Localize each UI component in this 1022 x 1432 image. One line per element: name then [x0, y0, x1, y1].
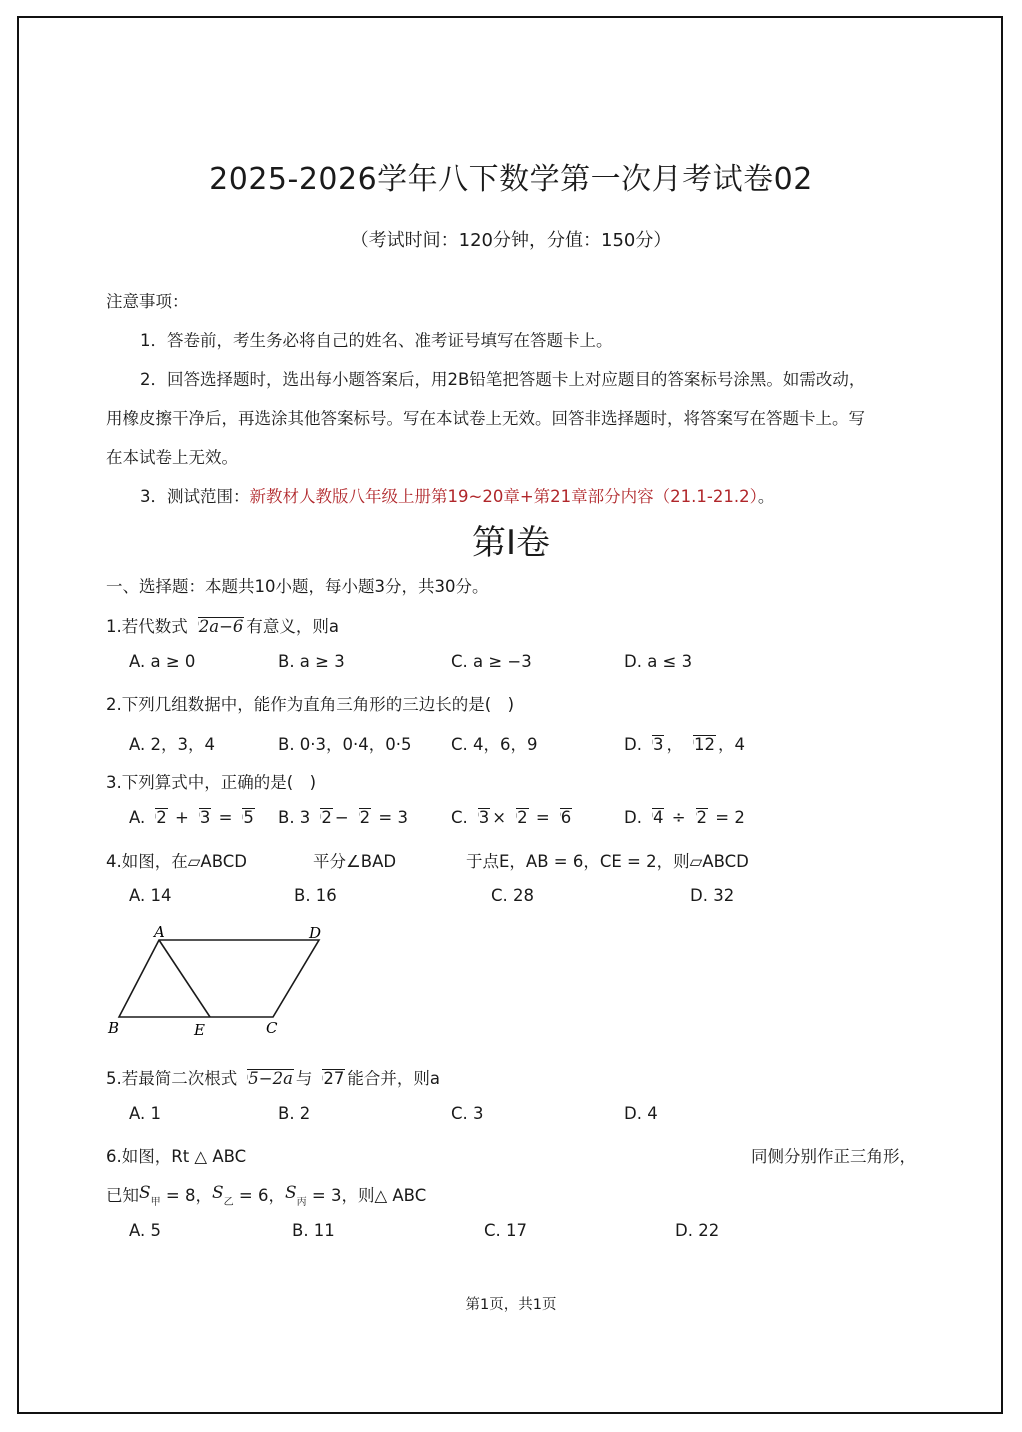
vertex-label-a: A: [154, 923, 165, 941]
q3-c-r2: 2: [517, 808, 528, 827]
q2-d-sep: ，: [666, 735, 683, 754]
note-item-1: 1．答卷前，考生务必将自己的姓名、准考证号填写在答题卡上。: [140, 331, 613, 350]
s-subscript-yi: 乙: [223, 1197, 234, 1208]
question-6-stem-part-1: 6.如图，Rt △ ABC: [106, 1147, 247, 1166]
q3-a-r3: 5: [243, 808, 254, 827]
sqrt-symbol: [643, 808, 665, 828]
q3-b-label: B. 3: [278, 808, 311, 827]
s-symbol: S: [139, 1183, 151, 1203]
question-4-stem-part-2: 平分∠BAD: [313, 852, 397, 871]
q3-b-eq: = 3: [378, 808, 408, 827]
q2-option-d: [624, 731, 745, 755]
parallelogram-abcd: [119, 940, 319, 1017]
q2-d-radicand-1: 3: [652, 735, 664, 754]
question-4-stem-part-3: 于点E，AB = 6，CE = 2，则▱ABCD: [466, 852, 749, 871]
q3-d-label: D.: [624, 808, 642, 827]
question-5-stem: [106, 1065, 440, 1089]
notes-heading: 注意事项：: [106, 292, 189, 311]
question-6-line-2: [106, 1182, 426, 1208]
note-item-3-prefix: 3．测试范围：: [140, 487, 250, 506]
note-item-2-line-1: 2．回答选择题时，选出每小题答案后，用2B铅笔把答题卡上对应题目的答案标号涂黑。如需改动，: [140, 370, 866, 389]
vertex-label-b: B: [108, 1019, 120, 1037]
q2-option-a: A. 2，3，4: [129, 735, 215, 754]
q1-prefix: 1.若代数式: [106, 617, 188, 636]
q3-d-op: ÷: [671, 808, 686, 827]
q3-c-r1: 3: [478, 808, 490, 827]
page-footer: 第1页，共1页: [465, 1297, 557, 1313]
q1-radicand: 2a−6: [198, 617, 244, 636]
q5-radicand-1: 5−2a: [248, 1069, 293, 1088]
q6-option-d: D. 22: [675, 1221, 720, 1240]
s-symbol: S: [211, 1183, 224, 1203]
q2-d-tail: ，4: [717, 735, 745, 754]
q2-option-b: B. 0·3，0·4，0·5: [278, 735, 412, 754]
sqrt-symbol: [350, 808, 372, 828]
q2-d-radicand-2: 12: [693, 735, 715, 754]
s-symbol: S: [284, 1183, 297, 1203]
q5-radicand-2: 27: [323, 1069, 345, 1088]
vertex-label-c: C: [266, 1019, 278, 1037]
q6-option-b: B. 11: [292, 1221, 335, 1240]
note-item-2-line-3: 在本试卷上无效。: [106, 448, 238, 467]
q3-a-eq: =: [218, 808, 233, 827]
question-4-stem-part-1: 4.如图，在▱ABCD: [106, 852, 247, 871]
note-item-3: [140, 483, 774, 507]
q5-mid: 与: [295, 1069, 313, 1088]
q2-option-c: C. 4，6，9: [451, 735, 538, 754]
q3-a-r2: 3: [199, 808, 211, 827]
point-label-e: E: [194, 1021, 205, 1039]
sqrt-symbol: [687, 808, 709, 828]
q1-option-a: A. a ≥ 0: [129, 652, 196, 671]
q6-value-1: = 8，: [165, 1186, 212, 1205]
q3-c-r3: 6: [560, 808, 572, 827]
q5-option-c: C. 3: [451, 1104, 484, 1123]
note-item-2-line-2: 用橡皮擦干净后，再选涂其他答案标号。写在本试卷上无效。回答非选择题时，将答案写在答题卡上。写: [106, 409, 865, 428]
exam-title: 2025-2026学年八下数学第一次月考试卷02: [209, 162, 813, 197]
q3-d-r2: 2: [696, 808, 708, 827]
q3-c-eq: =: [535, 808, 550, 827]
sqrt-symbol: [507, 808, 529, 828]
q3-a-label: A.: [129, 808, 146, 827]
test-scope: 新教材人教版八年级上册第19~20章+第21章部分内容（21.1-21.2）: [249, 487, 758, 506]
q3-c-op: ×: [492, 808, 507, 827]
sqrt-symbol: [146, 808, 168, 828]
sqrt-symbol: [233, 808, 255, 828]
volume-title: 第Ⅰ卷: [471, 523, 551, 563]
question-3-stem: 3.下列算式中，正确的是( ): [106, 773, 317, 792]
question-1-stem: [106, 613, 339, 637]
q5-option-d: D. 4: [624, 1104, 658, 1123]
parallelogram-figure: [100, 918, 340, 1043]
q6-option-c: C. 17: [484, 1221, 528, 1240]
question-6-stem-part-2: 同侧分别作正三角形，: [751, 1147, 916, 1166]
q3-b-r2: 2: [359, 808, 371, 827]
q3-option-c: [451, 808, 574, 828]
q1-option-d: D. a ≤ 3: [624, 652, 693, 671]
q5-prefix: 5.若最简二次根式: [106, 1069, 238, 1088]
sqrt-symbol: [311, 808, 333, 828]
sqrt-symbol: [469, 808, 491, 828]
q3-b-op: −: [334, 808, 349, 827]
q4-option-c: C. 28: [491, 886, 535, 905]
q6-value-3: = 3，则△ ABC: [311, 1186, 427, 1205]
q1-suffix: 有意义，则a: [246, 617, 340, 636]
q6-option-a: A. 5: [129, 1221, 161, 1240]
sqrt-symbol: [643, 735, 665, 755]
note-item-3-suffix: 。: [757, 487, 775, 506]
exam-subtitle: （考试时间：120分钟，分值：150分）: [350, 230, 672, 251]
q2-d-label: D.: [624, 735, 642, 754]
q1-option-c: C. a ≥ −3: [451, 652, 532, 671]
q3-option-b: [278, 808, 408, 828]
sqrt-symbol: [190, 808, 212, 828]
sqrt-symbol: [684, 735, 716, 755]
bisector-ae: [159, 940, 210, 1017]
q3-d-r1: 4: [652, 808, 664, 827]
q3-option-a: [129, 808, 257, 828]
section-1-heading: 一、选择题：本题共10小题，每小题3分，共30分。: [106, 577, 489, 596]
q1-option-b: B. a ≥ 3: [278, 652, 345, 671]
sqrt-symbol: [238, 1069, 294, 1089]
q4-option-d: D. 32: [690, 886, 735, 905]
sqrt-symbol: [313, 1069, 345, 1089]
vertex-label-d: D: [309, 924, 322, 942]
q4-option-b: B. 16: [294, 886, 337, 905]
q5-option-b: B. 2: [278, 1104, 311, 1123]
q3-option-d: [624, 808, 745, 828]
s-subscript-bing: 丙: [296, 1197, 307, 1208]
sqrt-symbol: [189, 617, 245, 637]
q3-d-eq: = 2: [715, 808, 745, 827]
q3-c-label: C.: [451, 808, 468, 827]
q3-b-r1: 2: [321, 808, 332, 827]
q5-option-a: A. 1: [129, 1104, 161, 1123]
q4-option-a: A. 14: [129, 886, 172, 905]
question-2-stem: 2.下列几组数据中，能作为直角三角形的三边长的是( ): [106, 695, 515, 714]
q6-prefix: 已知: [106, 1186, 139, 1205]
q3-a-r1: 2: [156, 808, 167, 827]
q5-suffix: 能合并，则a: [347, 1069, 441, 1088]
q3-a-op: +: [175, 808, 189, 827]
q6-value-2: = 6，: [238, 1186, 285, 1205]
sqrt-symbol: [551, 808, 573, 828]
s-subscript-jia: 甲: [150, 1197, 161, 1208]
